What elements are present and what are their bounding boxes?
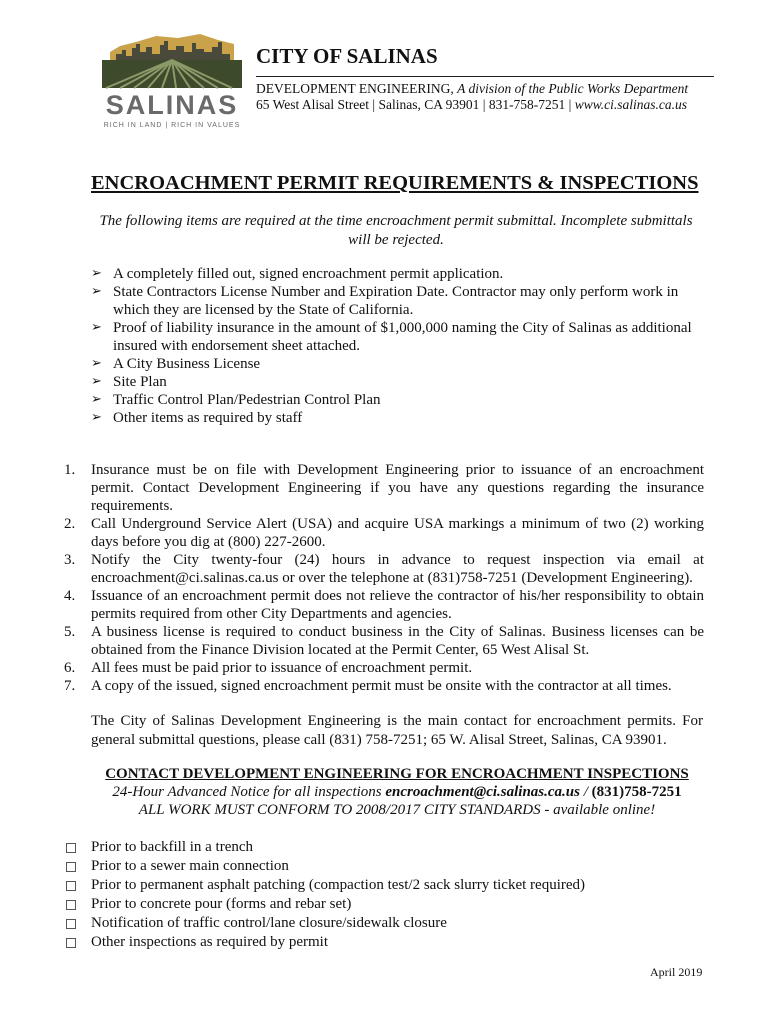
note-item — [64, 515, 704, 551]
note-item — [64, 587, 704, 623]
inspection-item — [66, 857, 686, 876]
address-line — [256, 97, 687, 113]
inspection-item — [66, 876, 686, 895]
requirement-text: Site Plan — [113, 374, 167, 390]
requirement-item — [91, 391, 703, 409]
note-text: Notify the City twenty-four (24) hours in advance to request inspection via email at encroachment@ci.salinas.ca.us or over the telephone at (831)758-7251 (Development Engineering). — [91, 552, 704, 586]
inspection-item — [66, 914, 686, 933]
document-title: ENCROACHMENT PERMIT REQUIREMENTS & INSPECTIONS — [91, 172, 699, 194]
revision-date: April 2019 — [650, 965, 703, 979]
inspection-item — [66, 933, 686, 952]
requirement-item — [91, 373, 703, 391]
department-line — [256, 81, 688, 97]
requirement-item — [91, 283, 703, 319]
requirement-item — [91, 409, 703, 427]
checkbox-icon[interactable] — [66, 938, 76, 948]
advance-notice-text: 24-Hour Advanced Notice for all inspections — [112, 784, 382, 800]
note-text: A copy of the issued, signed encroachment permit must be onsite with the contractor at all times. — [91, 678, 672, 694]
address-text: 65 West Alisal Street | Salinas, CA 93901 | 831-758-7251 | — [256, 97, 572, 112]
inspection-text: Prior to concrete pour (forms and rebar set) — [91, 896, 352, 912]
requirement-text: A completely filled out, signed encroachment permit application. — [113, 266, 504, 282]
inspection-phone: (831)758-7251 — [591, 784, 682, 800]
checkbox-icon[interactable] — [66, 900, 76, 910]
header-divider — [256, 76, 714, 77]
arrow-bullet-icon: ➢ — [91, 374, 102, 389]
checkbox-icon[interactable] — [66, 843, 76, 853]
intro-text: The following items are required at the time encroachment permit submittal. Incomplete submittals will be rejected. — [99, 213, 693, 248]
contact-heading: CONTACT DEVELOPMENT ENGINEERING FOR ENCROACHMENT INSPECTIONS — [105, 766, 689, 782]
inspection-email-link[interactable]: encroachment@ci.salinas.ca.us — [385, 784, 580, 800]
checkbox-icon[interactable] — [66, 862, 76, 872]
inspection-text: Prior to a sewer main connection — [91, 858, 289, 874]
requirement-item — [91, 355, 703, 373]
note-item — [64, 551, 704, 587]
requirement-text: A City Business License — [113, 356, 261, 372]
requirement-text: Other items as required by staff — [113, 410, 303, 426]
arrow-bullet-icon: ➢ — [91, 356, 102, 371]
arrow-bullet-icon: ➢ — [91, 320, 102, 335]
inspection-item — [66, 838, 686, 857]
note-number: 1. — [64, 462, 76, 478]
inspection-text: Other inspections as required by permit — [91, 934, 329, 950]
department-division: A division of the Public Works Department — [457, 81, 689, 96]
requirement-text: Proof of liability insurance in the amount of $1,000,000 naming the City of Salinas as additional insured with endorsement sheet attached. — [113, 320, 692, 354]
logo-wordmark: SALINAS — [105, 90, 239, 120]
note-item — [64, 659, 704, 677]
requirements-list — [91, 265, 703, 427]
requirement-text: State Contractors License Number and Expiration Date. Contractor may only perform work in which they are licensed by the State of California. — [113, 284, 679, 318]
note-number: 5. — [64, 624, 76, 640]
advance-notice-line — [91, 784, 703, 801]
note-item — [64, 461, 704, 515]
note-text: Insurance must be on file with Development Engineering prior to issuance of an encroachment permit. Contact Development Engineering if you have any questions regarding the insurance requirements. — [91, 462, 704, 514]
inspections-checklist — [66, 838, 686, 952]
logo-emblem-icon — [96, 30, 248, 92]
note-number: 7. — [64, 678, 76, 694]
requirement-item — [91, 265, 703, 283]
arrow-bullet-icon: ➢ — [91, 410, 102, 425]
inspection-text: Prior to permanent asphalt patching (compaction test/2 sack slurry ticket required) — [91, 877, 586, 893]
logo-tagline: RICH IN LAND | RICH IN VALUES — [103, 122, 241, 129]
note-number: 2. — [64, 516, 76, 532]
inspection-text: Notification of traffic control/lane closure/sidewalk closure — [91, 915, 447, 931]
note-number: 4. — [64, 588, 76, 604]
contact-separator: / — [583, 784, 588, 800]
website-link[interactable]: www.ci.salinas.ca.us — [574, 97, 688, 112]
checkbox-icon[interactable] — [66, 919, 76, 929]
note-item — [64, 623, 704, 659]
standards-notice: ALL WORK MUST CONFORM TO 2008/2017 CITY STANDARDS - available online! — [138, 802, 656, 818]
note-number: 3. — [64, 552, 76, 568]
requirement-item — [91, 319, 703, 355]
note-number: 6. — [64, 660, 76, 676]
inspection-text: Prior to backfill in a trench — [91, 839, 254, 855]
requirement-text: Traffic Control Plan/Pedestrian Control Plan — [113, 392, 381, 408]
note-text: All fees must be paid prior to issuance of encroachment permit. — [91, 660, 473, 676]
notes-list — [64, 461, 704, 695]
note-text: Issuance of an encroachment permit does not relieve the contractor of his/her responsibility to obtain permits required from other City Departments and agencies. — [91, 588, 704, 622]
contact-paragraph: The City of Salinas Development Engineering is the main contact for encroachment permits. For general submittal questions, please call (831) 758-7251; 65 W. Alisal Street, Salinas, CA 93901. — [91, 713, 703, 748]
arrow-bullet-icon: ➢ — [91, 284, 102, 299]
note-item — [64, 677, 704, 695]
city-name: CITY OF SALINAS — [256, 44, 438, 68]
note-text: Call Underground Service Alert (USA) and acquire USA markings a minimum of two (2) working days before you dig at (800) 227-2600. — [91, 516, 704, 550]
note-text: A business license is required to conduct business in the City of Salinas. Business licenses can be obtained from the Finance Division located at the Permit Center, 65 West Alisal St. — [91, 624, 704, 658]
checkbox-icon[interactable] — [66, 881, 76, 891]
arrow-bullet-icon: ➢ — [91, 392, 102, 407]
arrow-bullet-icon: ➢ — [91, 266, 102, 281]
department-name: DEVELOPMENT ENGINEERING, — [256, 81, 454, 96]
salinas-logo — [96, 30, 248, 136]
inspection-item — [66, 895, 686, 914]
